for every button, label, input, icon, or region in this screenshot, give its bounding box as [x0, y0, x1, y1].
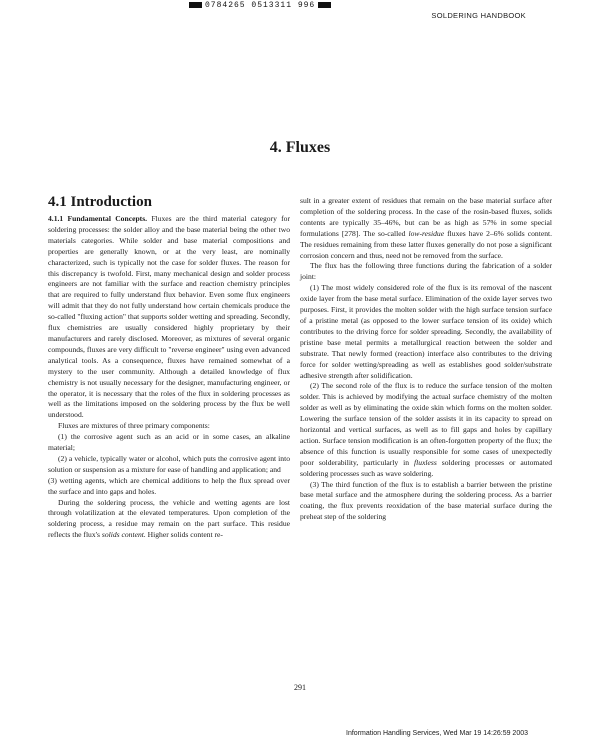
right-column: [300, 196, 552, 523]
paragraph: [300, 196, 552, 261]
list-item: (3) wetting agents, which are chemical additions to help the flux spread over the surface and into gaps and holes.: [48, 475, 290, 496]
left-column: [48, 214, 290, 541]
chapter-title: 4. Fluxes: [269, 139, 331, 156]
barcode-block-icon: [318, 2, 331, 8]
paragraph-text: (2) The second role of the flux is to reduce the surface tension of the molten solder. This is achieved by modifying the actual surface chemistry of the molten solder as well as by eliminating the oxide skin which forms on the molten solder. Lowering the surface tension of the solder assists it in its capacity to spread on horizontal and vertical surfaces, as well as to fill gaps and holes by capillary action. Surface tension modification is an often-forgotten property of the flux; the absence of this function is usually responsible for some cases of unexpectedly poor solderability, particularly in: [300, 381, 552, 467]
list-item: (2) a vehicle, typically water or alcohol, which puts the corrosive agent into solution or suspension as a mixture for ease of handling and application; and: [48, 453, 290, 474]
paragraph: [48, 214, 290, 421]
paragraph-text: Fluxes are the third material category for soldering processes: the solder alloy and the base material being the other two materials categories. While solder and base material compositions and properties are generally known, or at the very least, are nominally characterized, such is typically not the case for solder fluxes. The reason for this discrepancy is twofold. First, many mechanical design and solder process engineers are not familiar with the surface and reaction chemistry principles that are required to fully understand flux behavior. Even some flux engineers will admit that they do not fully understand how certain chemicals produce the so-called "fluxing action" that supports solder wetting and spreading. Secondly, flux chemistries are usually considered highly proprietary by their manufacturers and rarely disclosed. Moreover, as mixtures of several organic compounds, fluxes are very difficult to "reverse engineer" using even advanced analytical tools. As a consequence, fluxes have remained somewhat of a mystery to the user community. Although a detailed knowledge of flux chemistry is not usually necessary for the designer, manufacturing engineer, or the operator, it is necessary that the roles of the flux in soldering processes as well as the limitations imposed on the soldering process by the flux be well understood.: [48, 214, 291, 420]
paragraph-text: fluxes have 2–6% solids content. The residues remaining from these latter fluxes generally do not pose a significant corrosion concern and thus, need not be removed from the surface.: [300, 228, 552, 260]
emphasis-text: fluxless: [414, 457, 437, 467]
barcode: [186, 1, 334, 10]
paragraph-text: During the soldering process, the vehicle and wetting agents are lost through volatilization at the elevated temperatures. Upon completion of the soldering process, a residue may remain on the part surface. This residue reflects the flux's: [48, 497, 290, 540]
section-heading: 4.1 Introduction: [48, 194, 152, 210]
paragraph: The flux has the following three functions during the fabrication of a solder joint:: [300, 261, 552, 282]
paragraph-text: soldering processes or automated soldering processes such as wave soldering.: [300, 457, 552, 478]
list-item: (3) The third function of the flux is to establish a barrier between the pristine base metal surface and the atmosphere during the soldering process. As a barrier coating, the flux prevents reoxidation of the base material surface during the preheat step of the soldering: [300, 479, 552, 522]
list-item: [300, 381, 552, 479]
emphasis-text: low-residue: [408, 228, 445, 238]
running-head: SOLDERING HANDBOOK: [431, 11, 526, 20]
paragraph: Fluxes are mixtures of three primary components:: [58, 421, 210, 431]
list-item: (1) The most widely considered role of the flux is its removal of the nascent oxide layer from the base metal surface. Elimination of the oxide layer serves two purposes. First, it provides the molten solder with the high surface tension surface of a pristine metal (as opposed to the lower surface tension of its oxide) which contributes to the driving force for solder spreading. Secondly, the availability of pristine base metal permits a metallurgical reaction between the solder and substrate. That newly formed (reaction) interface also contributes to the driving force for solder wetting/spreading as well as establishes good solder/substrate adhesive strength after solidification.: [300, 283, 552, 380]
subsection-heading: 4.1.1 Fundamental Concepts.: [48, 214, 148, 223]
paragraph-text: sult in a greater extent of residues that remain on the base material surface after completion of the soldering process. In the case of the rosin-based fluxes, solids contents are typically 35–46%, but can be as high as 57% in some special formulations [278]. The so-called: [300, 196, 552, 238]
barcode-block-icon: [189, 2, 202, 8]
barcode-text: 0784265 0513311 996: [205, 1, 316, 10]
emphasis-text: solids content.: [101, 530, 146, 540]
footer-text: Information Handling Services, Wed Mar 19 14:26:59 2003: [346, 730, 528, 737]
paragraph: [48, 498, 290, 542]
paragraph-text: Higher solids content re-: [145, 530, 223, 540]
page-number: 291: [294, 683, 306, 692]
list-item: (1) the corrosive agent such as an acid or in some cases, an alkaline material;: [48, 432, 290, 453]
